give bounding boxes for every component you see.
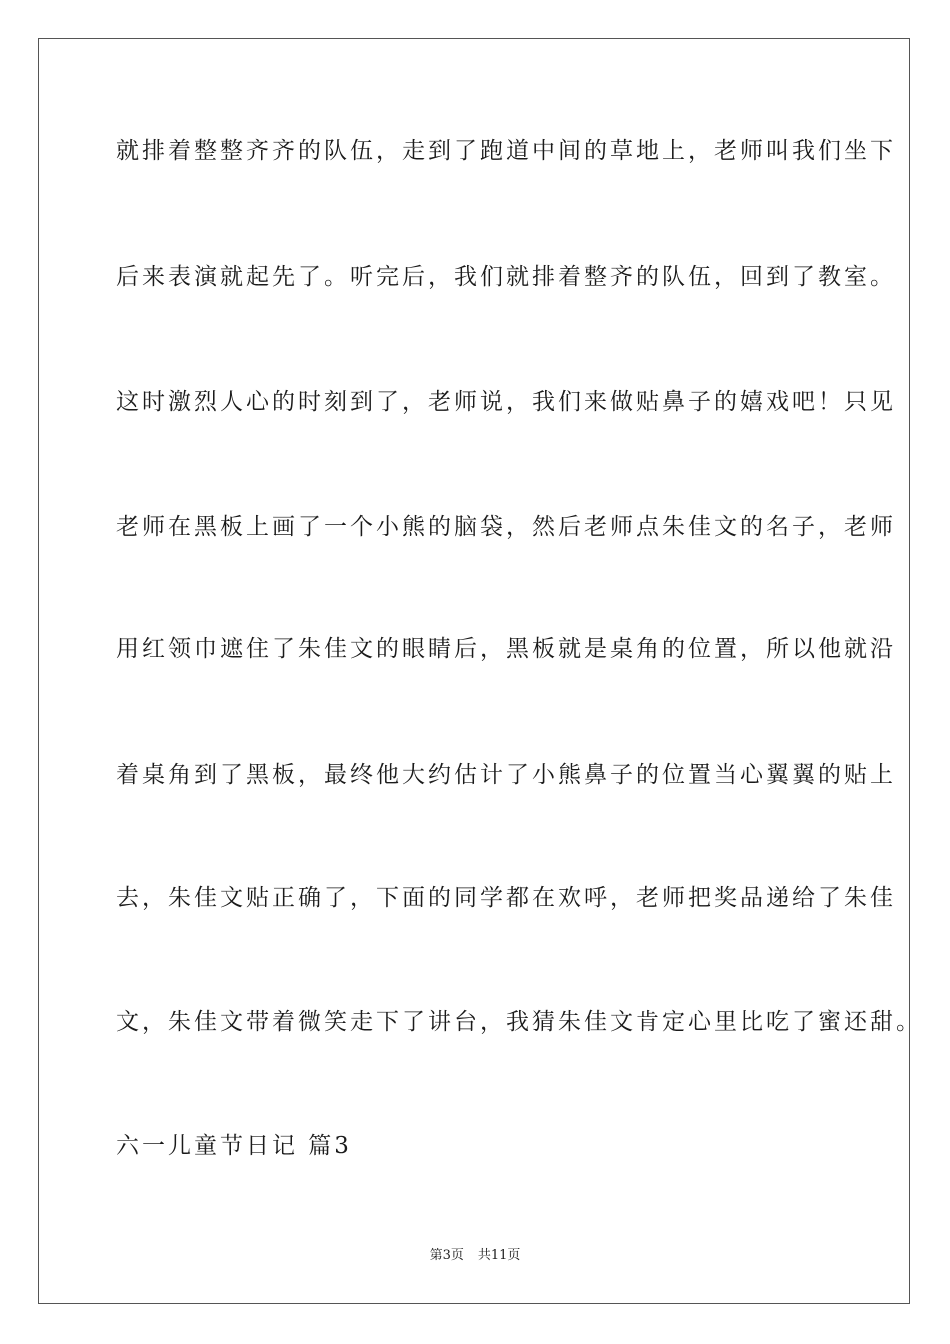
body-text-line-5: 用红领巾遮住了朱佳文的眼睛后，黑板就是桌角的位置，所以他就沿 bbox=[116, 636, 896, 662]
body-text-line-2: 后来表演就起先了。听完后，我们就排着整齐的队伍，回到了教室。 bbox=[116, 264, 896, 290]
body-text-line-8: 文，朱佳文带着微笑走下了讲台，我猜朱佳文肯定心里比吃了蜜还甜。 bbox=[116, 1009, 922, 1035]
body-text-line-4: 老师在黑板上画了一个小熊的脑袋，然后老师点朱佳文的名子，老师 bbox=[116, 514, 896, 540]
body-text-line-3: 这时激烈人心的时刻到了，老师说，我们来做贴鼻子的嬉戏吧！只见 bbox=[116, 389, 896, 415]
page-number: 第3页 bbox=[429, 1248, 464, 1263]
body-text-line-7: 去，朱佳文贴正确了，下面的同学都在欢呼，老师把奖品递给了朱佳 bbox=[116, 885, 896, 911]
section-heading: 六一儿童节日记 篇3 bbox=[116, 1133, 352, 1159]
body-text-line-1: 就排着整整齐齐的队伍，走到了跑道中间的草地上，老师叫我们坐下 bbox=[116, 138, 896, 164]
body-text-line-6: 着桌角到了黑板，最终他大约估计了小熊鼻子的位置当心翼翼的贴上 bbox=[116, 762, 896, 788]
total-pages: 共11页 bbox=[477, 1248, 521, 1263]
page-border bbox=[38, 38, 922, 1304]
page-footer bbox=[0, 1247, 950, 1265]
